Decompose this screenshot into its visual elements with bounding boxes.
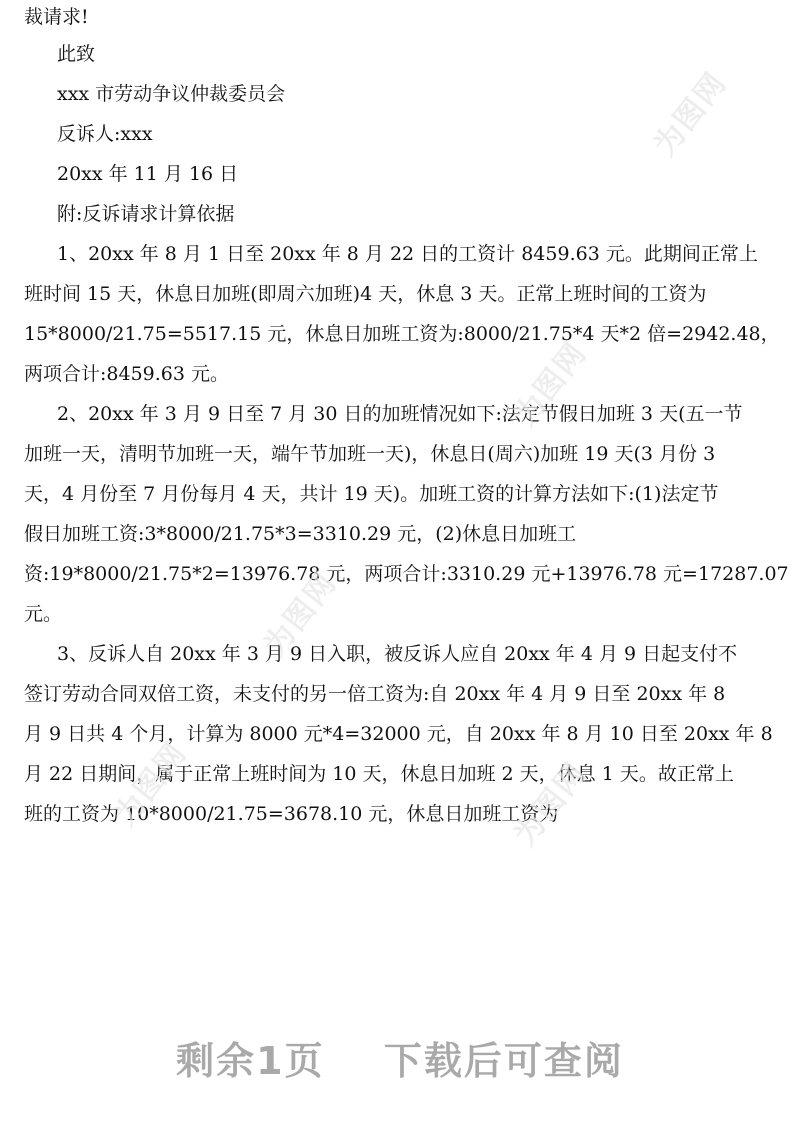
text-line: 元。	[24, 603, 63, 625]
text-line: 附:反诉请求计算依据	[57, 203, 235, 225]
text-line: 天，4 月份至 7 月份每月 4 天，共计 19 天)。加班工资的计算方法如下:(1)法定节	[24, 483, 719, 505]
text-line: 20xx 年 11 月 16 日	[57, 163, 239, 185]
text-line: 裁请求!	[24, 6, 89, 28]
text-line: 加班一天，清明节加班一天，端午节加班一天)，休息日(周六)加班 19 天(3 月份 3	[24, 443, 716, 465]
text-line: 假日加班工资:3*8000/21.75*3=3310.29 元，(2)休息日加班工	[24, 523, 577, 545]
watermark: 为图网	[107, 735, 195, 833]
text-line: 15*8000/21.75=5517.15 元，休息日加班工资为:8000/21.75*4 天*2 倍=2942.48，	[24, 323, 780, 345]
remaining-pages-text: 剩余1页	[176, 1039, 325, 1083]
watermark: 为图网	[257, 565, 345, 663]
text-line: 反诉人:xxx	[57, 123, 153, 145]
text-line: 班时间 15 天，休息日加班(即周六加班)4 天，休息 3 天。正常上班时间的工资为	[24, 283, 707, 305]
text-line: 签订劳动合同双倍工资，未支付的另一倍工资为:自 20xx 年 4 月 9 日至 20xx 年 8	[24, 683, 726, 705]
download-prompt-text: 下载后可查阅	[383, 1039, 624, 1083]
text-line: 3、反诉人自 20xx 年 3 月 9 日入职，被反诉人应自 20xx 年 4 月 9 日起支付不	[57, 643, 738, 665]
text-line: 月 22 日期间，属于正常上班时间为 10 天，休息日加班 2 天，休息 1 天。故正常上	[24, 763, 734, 785]
text-line: 2、20xx 年 3 月 9 日至 7 月 30 日的加班情况如下:法定节假日加班 3 天(五一节	[57, 403, 743, 425]
text-line: 月 9 日共 4 个月，计算为 8000 元*4=32000 元，自 20xx 年 8 月 10 日至 20xx 年 8	[24, 723, 773, 745]
watermark: 为图网	[507, 335, 595, 433]
text-line: 资:19*8000/21.75*2=13976.78 元，两项合计:3310.29 元+13976.78 元=17287.07	[24, 563, 789, 585]
text-line: xxx 市劳动争议仲裁委员会	[57, 83, 286, 105]
download-banner[interactable]	[0, 1030, 800, 1085]
document-body	[24, 0, 789, 834]
text-line: 1、20xx 年 8 月 1 日至 20xx 年 8 月 22 日的工资计 8459.63 元。此期间正常上	[57, 243, 758, 265]
text-line: 两项合计:8459.63 元。	[24, 363, 230, 385]
watermark: 为图网	[647, 65, 735, 163]
watermark: 为图网	[507, 755, 595, 853]
text-line: 班的工资为 10*8000/21.75=3678.10 元，休息日加班工资为	[24, 803, 559, 825]
text-line: 此致	[57, 43, 96, 65]
